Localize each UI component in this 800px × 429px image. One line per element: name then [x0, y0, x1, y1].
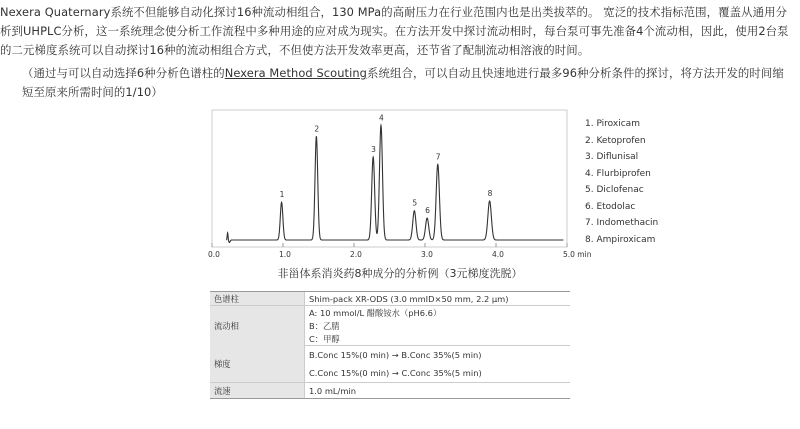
x-axis — [208, 243, 592, 259]
note-prefix: （通过与可以自动选择6种分析色谱柱的 — [22, 66, 225, 80]
x-tick-label: 0.0 — [208, 250, 220, 259]
legend-item-8: 8. Ampiroxicam — [585, 234, 656, 245]
peak-label-8: 8 — [487, 188, 493, 198]
peak-label-4: 4 — [378, 113, 384, 123]
method-scouting-link[interactable]: Nexera Method Scouting — [224, 66, 368, 80]
chart-caption: 非甾体系消炎药8种成分的分析例（3元梯度洗脱） — [277, 267, 523, 280]
peak-label-2: 2 — [314, 124, 320, 134]
gradient-label: 梯度 — [210, 346, 305, 383]
flow-rate-value: 1.0 mL/min — [305, 383, 571, 399]
legend-item-3: 3. Diflunisal — [585, 152, 639, 162]
intro-paragraph: Nexera Quaternary系统不但能够自动化探讨16种流动相组合，130 MPa的高耐压力在行业范围内也是出类拔萃的。 宽泛的技术指标范围，覆盖从通用分析到UHPLC分析，这一系统理念使分析工作流程中多种用途的应对成为现实。在方法开发中探讨流动相时，每台泵可事先准备4个流动相，因此，使用2台泵的二元梯度系统可以自动探讨16种的流动相组合方式，不但使方法开发效率更高，还节省了配制流动相溶液的时间。 — [0, 5, 789, 57]
mobile-phase-b: B：乙腈 — [305, 319, 571, 332]
note-suffix: 系统组合，可以自动且快速地进行最多96种分析条件的探讨，将方法开发的时间缩短至原来所需时间的1/10） — [22, 66, 784, 99]
peak-label-1: 1 — [279, 190, 285, 200]
chromatogram-trace — [226, 125, 563, 242]
column-value: Shim-pack XR-ODS (3.0 mmID×50 mm, 2.2 μm) — [305, 292, 571, 306]
legend-item-6: 6. Etodolac — [585, 201, 636, 212]
x-tick-label: 3.0 — [421, 250, 433, 259]
compound-legend — [585, 116, 658, 248]
legend-item-7: 7. Indomethacin — [585, 218, 659, 228]
mobile-phase-label: 流动相 — [210, 306, 305, 346]
x-tick-label: 5.0 min — [563, 250, 592, 259]
peak-label-6: 6 — [425, 206, 430, 216]
column-label: 色谱柱 — [210, 292, 305, 306]
x-tick-label: 4.0 — [492, 250, 504, 259]
gradient-b: B.Conc 15%(0 min) → B.Conc 35%(5 min) — [305, 346, 571, 365]
peak-label-5: 5 — [412, 198, 418, 208]
table-row — [210, 383, 570, 399]
mobile-phase-c: C：甲醇 — [305, 332, 571, 346]
peak-labels — [280, 113, 493, 215]
x-tick-label: 1.0 — [279, 250, 291, 259]
legend-item-5: 5. Diclofenac — [585, 185, 644, 195]
gradient-c: C.Conc 15%(0 min) → C.Conc 35%(5 min) — [305, 364, 571, 383]
table-row — [210, 346, 570, 365]
table-row — [210, 292, 570, 306]
mobile-phase-a: A: 10 mmol/L 醋酸铵水（pH6.6） — [305, 306, 571, 320]
peak-label-3: 3 — [371, 145, 376, 155]
legend-item-1: 1. Piroxicam — [585, 119, 640, 129]
x-tick-label: 2.0 — [350, 250, 362, 259]
legend-item-2: 2. Ketoprofen — [585, 135, 646, 146]
plot-frame — [212, 110, 567, 247]
conditions-table — [210, 291, 570, 399]
peak-label-7: 7 — [435, 152, 441, 162]
flow-rate-label: 流速 — [210, 383, 305, 399]
table-row — [210, 306, 570, 320]
legend-item-4: 4. Flurbiprofen — [585, 168, 651, 179]
